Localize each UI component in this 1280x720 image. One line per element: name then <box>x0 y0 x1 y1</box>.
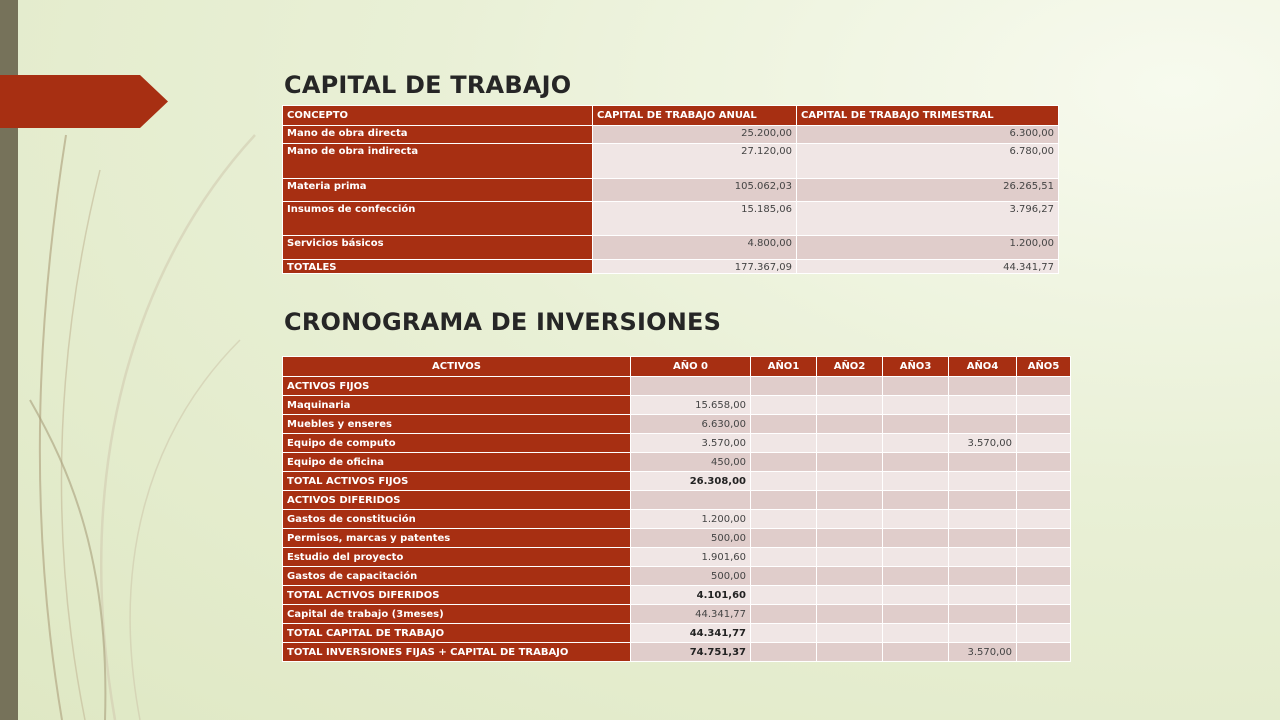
activo-cell: Muebles y enseres <box>283 415 631 434</box>
year-3-cell <box>883 377 949 396</box>
year-2-cell <box>817 529 883 548</box>
table-row <box>283 396 1071 415</box>
year-3-cell <box>883 529 949 548</box>
year-0-cell: 15.658,00 <box>631 396 751 415</box>
cronograma-table <box>282 356 1071 662</box>
year-2-cell <box>817 434 883 453</box>
year-1-cell <box>751 586 817 605</box>
year-2-cell <box>817 377 883 396</box>
cronograma-header-ano2: AÑO2 <box>817 357 883 377</box>
year-1-cell <box>751 453 817 472</box>
year-5-cell <box>1017 624 1071 643</box>
concepto-cell: TOTALES <box>283 260 593 274</box>
year-5-cell <box>1017 491 1071 510</box>
year-1-cell <box>751 510 817 529</box>
year-3-cell <box>883 624 949 643</box>
cronograma-header-ano5: AÑO5 <box>1017 357 1071 377</box>
cronograma-header-activos: ACTIVOS <box>283 357 631 377</box>
trimestral-cell: 6.780,00 <box>797 144 1059 179</box>
cronograma-header-ano3: AÑO3 <box>883 357 949 377</box>
year-0-cell: 1.901,60 <box>631 548 751 567</box>
year-5-cell <box>1017 396 1071 415</box>
year-5-cell <box>1017 605 1071 624</box>
table-row <box>283 472 1071 491</box>
cronograma-header-row <box>283 357 1071 377</box>
year-3-cell <box>883 643 949 662</box>
table-row <box>283 624 1071 643</box>
concepto-cell: Materia prima <box>283 179 593 202</box>
table-row <box>283 548 1071 567</box>
year-1-cell <box>751 624 817 643</box>
year-1-cell <box>751 434 817 453</box>
activo-cell: Equipo de oficina <box>283 453 631 472</box>
year-3-cell <box>883 434 949 453</box>
cronograma-header-ano0: AÑO 0 <box>631 357 751 377</box>
activo-cell: Gastos de constitución <box>283 510 631 529</box>
year-4-cell <box>949 491 1017 510</box>
table-row <box>283 202 1059 236</box>
year-2-cell <box>817 472 883 491</box>
table-row <box>283 510 1071 529</box>
year-1-cell <box>751 377 817 396</box>
trimestral-cell: 26.265,51 <box>797 179 1059 202</box>
year-2-cell <box>817 396 883 415</box>
year-5-cell <box>1017 586 1071 605</box>
year-3-cell <box>883 396 949 415</box>
year-4-cell: 3.570,00 <box>949 434 1017 453</box>
anual-cell: 27.120,00 <box>593 144 797 179</box>
year-2-cell <box>817 586 883 605</box>
anual-cell: 177.367,09 <box>593 260 797 274</box>
year-2-cell <box>817 453 883 472</box>
year-0-cell: 6.630,00 <box>631 415 751 434</box>
year-5-cell <box>1017 434 1071 453</box>
year-1-cell <box>751 643 817 662</box>
year-4-cell <box>949 605 1017 624</box>
cronograma-title: CRONOGRAMA DE INVERSIONES <box>284 308 722 336</box>
year-2-cell <box>817 624 883 643</box>
anual-cell: 15.185,06 <box>593 202 797 236</box>
year-5-cell <box>1017 567 1071 586</box>
year-4-cell <box>949 529 1017 548</box>
table-row <box>283 126 1059 144</box>
capital-header-trimestral: CAPITAL DE TRABAJO TRIMESTRAL <box>797 106 1059 126</box>
year-0-cell: 44.341,77 <box>631 624 751 643</box>
trimestral-cell: 3.796,27 <box>797 202 1059 236</box>
table-row <box>283 605 1071 624</box>
activo-cell: ACTIVOS DIFERIDOS <box>283 491 631 510</box>
trimestral-cell: 1.200,00 <box>797 236 1059 260</box>
activo-cell: Gastos de capacitación <box>283 567 631 586</box>
table-row <box>283 529 1071 548</box>
year-5-cell <box>1017 415 1071 434</box>
year-3-cell <box>883 586 949 605</box>
year-3-cell <box>883 453 949 472</box>
activo-cell: TOTAL ACTIVOS FIJOS <box>283 472 631 491</box>
year-5-cell <box>1017 529 1071 548</box>
anual-cell: 105.062,03 <box>593 179 797 202</box>
cronograma-body <box>283 377 1071 662</box>
year-4-cell <box>949 510 1017 529</box>
table-row <box>283 567 1071 586</box>
year-4-cell <box>949 472 1017 491</box>
activo-cell: ACTIVOS FIJOS <box>283 377 631 396</box>
year-5-cell <box>1017 643 1071 662</box>
cronograma-header-ano1: AÑO1 <box>751 357 817 377</box>
year-3-cell <box>883 415 949 434</box>
activo-cell: Estudio del proyecto <box>283 548 631 567</box>
year-1-cell <box>751 548 817 567</box>
year-0-cell: 4.101,60 <box>631 586 751 605</box>
year-3-cell <box>883 510 949 529</box>
capital-header-row <box>283 106 1059 126</box>
year-3-cell <box>883 491 949 510</box>
year-4-cell <box>949 453 1017 472</box>
anual-cell: 25.200,00 <box>593 126 797 144</box>
year-0-cell: 500,00 <box>631 567 751 586</box>
year-0-cell: 26.308,00 <box>631 472 751 491</box>
year-2-cell <box>817 567 883 586</box>
year-1-cell <box>751 605 817 624</box>
concepto-cell: Mano de obra directa <box>283 126 593 144</box>
year-0-cell: 450,00 <box>631 453 751 472</box>
table-row <box>283 434 1071 453</box>
concepto-cell: Insumos de confección <box>283 202 593 236</box>
table-row <box>283 453 1071 472</box>
year-4-cell <box>949 624 1017 643</box>
year-3-cell <box>883 605 949 624</box>
table-row <box>283 377 1071 396</box>
year-0-cell: 74.751,37 <box>631 643 751 662</box>
trimestral-cell: 6.300,00 <box>797 126 1059 144</box>
year-4-cell <box>949 548 1017 567</box>
year-0-cell <box>631 377 751 396</box>
table-row <box>283 415 1071 434</box>
year-2-cell <box>817 605 883 624</box>
year-1-cell <box>751 491 817 510</box>
year-2-cell <box>817 491 883 510</box>
cronograma-header-ano4: AÑO4 <box>949 357 1017 377</box>
activo-cell: TOTAL INVERSIONES FIJAS + CAPITAL DE TRABAJO <box>283 643 631 662</box>
capital-table <box>282 105 1059 274</box>
activo-cell: Capital de trabajo (3meses) <box>283 605 631 624</box>
year-4-cell <box>949 567 1017 586</box>
activo-cell: Equipo de computo <box>283 434 631 453</box>
table-row <box>283 236 1059 260</box>
table-row <box>283 643 1071 662</box>
year-1-cell <box>751 396 817 415</box>
year-5-cell <box>1017 472 1071 491</box>
year-4-cell <box>949 377 1017 396</box>
year-1-cell <box>751 529 817 548</box>
year-1-cell <box>751 415 817 434</box>
year-5-cell <box>1017 453 1071 472</box>
year-2-cell <box>817 548 883 567</box>
year-4-cell: 3.570,00 <box>949 643 1017 662</box>
year-1-cell <box>751 472 817 491</box>
year-2-cell <box>817 510 883 529</box>
year-0-cell: 500,00 <box>631 529 751 548</box>
year-4-cell <box>949 586 1017 605</box>
year-4-cell <box>949 396 1017 415</box>
capital-header-concepto: CONCEPTO <box>283 106 593 126</box>
year-0-cell: 44.341,77 <box>631 605 751 624</box>
capital-header-anual: CAPITAL DE TRABAJO ANUAL <box>593 106 797 126</box>
activo-cell: TOTAL CAPITAL DE TRABAJO <box>283 624 631 643</box>
year-1-cell <box>751 567 817 586</box>
year-2-cell <box>817 643 883 662</box>
activo-cell: TOTAL ACTIVOS DIFERIDOS <box>283 586 631 605</box>
year-5-cell <box>1017 548 1071 567</box>
capital-title: CAPITAL DE TRABAJO <box>284 71 572 99</box>
table-row <box>283 586 1071 605</box>
year-3-cell <box>883 548 949 567</box>
table-row <box>283 491 1071 510</box>
year-3-cell <box>883 472 949 491</box>
year-2-cell <box>817 415 883 434</box>
anual-cell: 4.800,00 <box>593 236 797 260</box>
table-row <box>283 179 1059 202</box>
trimestral-cell: 44.341,77 <box>797 260 1059 274</box>
title-arrow-shape <box>0 75 168 128</box>
activo-cell: Permisos, marcas y patentes <box>283 529 631 548</box>
year-0-cell <box>631 491 751 510</box>
activo-cell: Maquinaria <box>283 396 631 415</box>
concepto-cell: Mano de obra indirecta <box>283 144 593 179</box>
concepto-cell: Servicios básicos <box>283 236 593 260</box>
year-5-cell <box>1017 377 1071 396</box>
year-4-cell <box>949 415 1017 434</box>
year-0-cell: 3.570,00 <box>631 434 751 453</box>
table-row <box>283 260 1059 274</box>
year-5-cell <box>1017 510 1071 529</box>
table-row <box>283 144 1059 179</box>
year-3-cell <box>883 567 949 586</box>
year-0-cell: 1.200,00 <box>631 510 751 529</box>
